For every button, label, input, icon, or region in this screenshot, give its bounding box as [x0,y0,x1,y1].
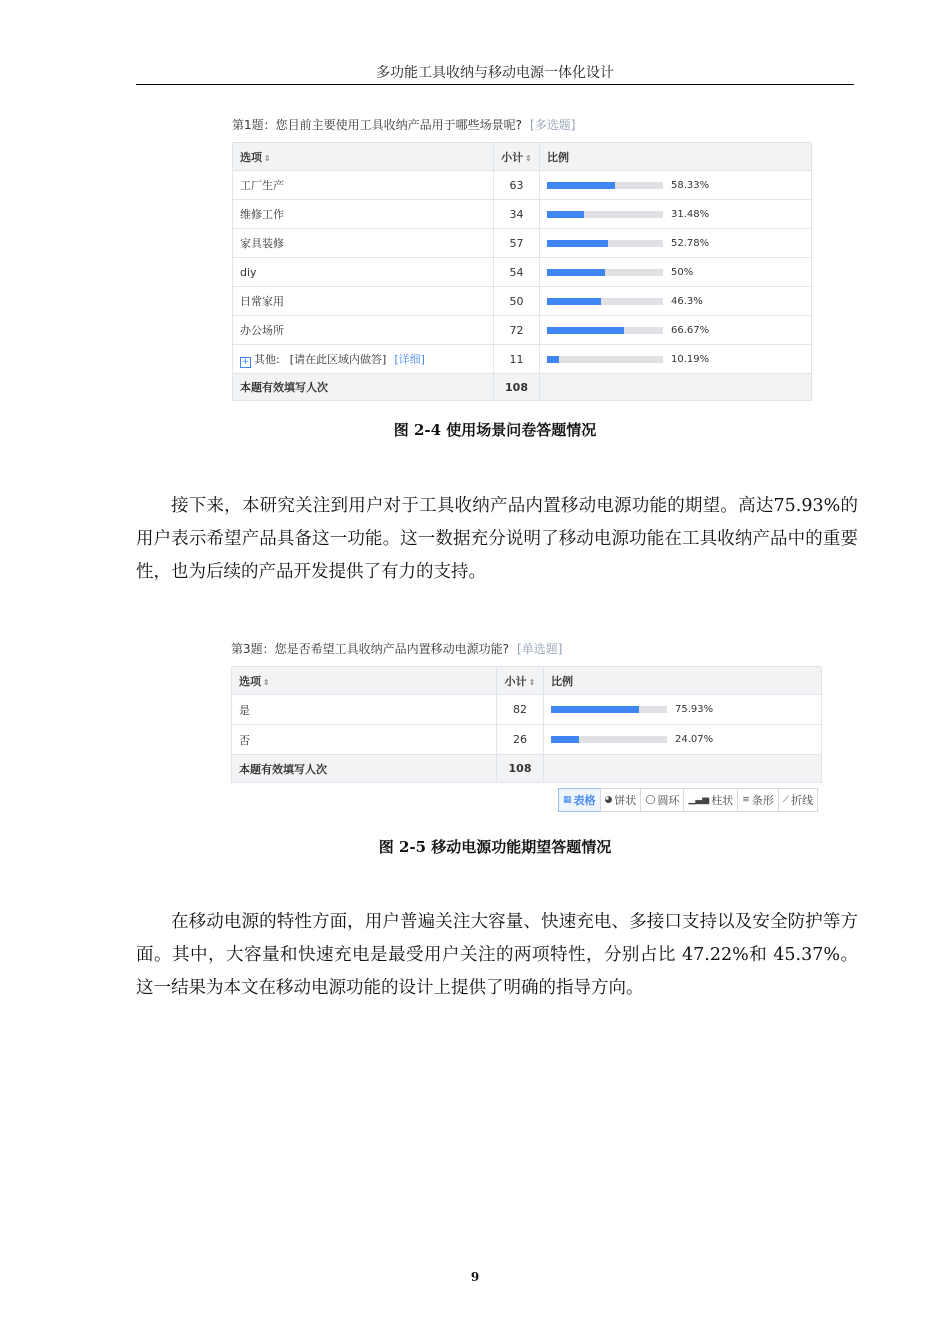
option-label: diy [233,258,494,287]
ratio-bar [551,704,821,715]
view-button-label: 折线 [791,794,814,807]
ratio-cell [544,725,822,755]
ratio-cell [544,695,822,725]
column-header-ratio: 比例 [540,143,812,171]
table-row [233,287,812,316]
option-count: 72 [494,316,540,345]
bar-track [547,211,663,218]
option-count: 34 [494,200,540,229]
bar-track [547,182,663,189]
question-text: 第1题：您目前主要使用工具收纳产品用于哪些场景呢? [232,118,523,132]
total-label: 本题有效填写人次 [232,755,497,783]
ratio-cell [540,345,812,374]
table-row [232,725,822,755]
plus-square-icon[interactable]: + [241,356,250,367]
ratio-bar [547,354,811,365]
other-hint: [请在此区域内做答] [289,352,387,366]
bar-track [547,327,663,334]
view-button-label: 圆环 [657,794,680,807]
detail-link[interactable]: [详细] [394,352,425,366]
bar-track [547,356,663,363]
bar-fill [547,182,615,189]
option-label: 维修工作 [233,200,494,229]
ratio-cell [540,258,812,287]
sort-arrows-icon[interactable]: ⇕ [525,153,532,163]
view-button-label: 表格 [573,794,596,807]
running-header: 多功能工具收纳与移动电源一体化设计 [376,65,614,81]
question-title [231,640,822,657]
table-icon: ▦ [563,795,572,805]
question-title [232,116,812,133]
option-count: 26 [497,725,544,755]
ratio-percent: 66.67% [671,324,710,336]
option-label: 家具装修 [233,229,494,258]
question-text: 第3题：您是否希望工具收纳产品内置移动电源功能? [231,642,510,656]
option-label: 工厂生产 [233,171,494,200]
total-empty-cell [540,374,812,401]
results-table [231,666,822,783]
option-count: 54 [494,258,540,287]
ratio-bar [551,734,821,745]
ratio-cell [540,171,812,200]
option-count: 57 [494,229,540,258]
ratio-percent: 10.19% [671,353,710,365]
ring-icon: ◯ [645,795,656,805]
ratio-cell [540,287,812,316]
ratio-cell [540,316,812,345]
ratio-percent: 75.93% [675,704,714,715]
table-total-row [232,755,822,783]
page-number: 9 [470,1270,480,1284]
ratio-bar [547,209,811,220]
bar-fill [547,327,624,334]
table-row [233,258,812,287]
view-button-column-chart[interactable] [683,788,738,812]
bar-fill [547,356,559,363]
table-row-other [233,345,812,374]
bar-track [547,298,663,305]
ratio-bar [547,238,811,249]
bar-fill [547,211,584,218]
table-header-row [232,667,822,695]
view-button-pie[interactable] [600,788,642,812]
survey-question-1 [232,116,812,401]
bar-fill [551,706,639,713]
ratio-cell [540,229,812,258]
total-label: 本题有效填写人次 [233,374,494,401]
table-row [233,316,812,345]
column-header-option[interactable]: 选项 ⇕ [232,667,497,695]
ratio-percent: 46.3% [671,295,703,307]
table-total-row [233,374,812,401]
sort-arrows-icon[interactable]: ⇕ [263,677,270,687]
ratio-bar [547,180,811,191]
view-button-table[interactable] [558,788,601,812]
column-header-ratio: 比例 [544,667,822,695]
total-count: 108 [494,374,540,401]
ratio-percent: 50% [671,266,694,278]
bar-fill [551,736,579,743]
option-count: 82 [497,695,544,725]
question-type-tag: [单选题] [517,642,563,656]
total-empty-cell [544,755,822,783]
option-count: 63 [494,171,540,200]
column-header-count[interactable]: 小计 ⇕ [497,667,544,695]
total-count: 108 [497,755,544,783]
option-count: 11 [494,345,540,374]
table-row [233,200,812,229]
ratio-percent: 58.33% [671,179,710,191]
option-count: 50 [494,287,540,316]
ratio-cell [540,200,812,229]
ratio-percent: 24.07% [675,734,714,745]
pie-icon: ◕ [604,795,613,805]
ratio-percent: 52.78% [671,237,710,249]
ratio-bar [547,267,811,278]
body-paragraph: 在移动电源的特性方面，用户普遍关注大容量、快速充电、多接口支持以及安全防护等方面。其中，大容量和快速充电是最受用户关注的两项特性，分别占比 47.22%和 45.37%。这一结果为本文在移动电源功能的设计上提供了明确的指导方向。 [136,912,858,998]
question-type-tag: [多选题] [530,118,576,132]
ratio-bar [547,325,811,336]
view-button-line-chart[interactable] [778,788,818,812]
bar-track [551,736,667,743]
sort-arrows-icon[interactable]: ⇕ [528,677,536,687]
view-toggle-toolbar [559,788,818,812]
view-button-label: 柱状 [711,794,734,807]
option-label: 日常家用 [233,287,494,316]
bar-fill [547,269,605,276]
column-header-count[interactable]: 小计 ⇕ [494,143,540,171]
option-label: 是 [232,695,497,725]
view-button-bar-chart[interactable] [737,788,779,812]
sort-arrows-icon[interactable]: ⇕ [264,153,271,163]
table-row [232,695,822,725]
bar-chart-icon: ≡ [742,795,750,805]
body-paragraph: 接下来，本研究关注到用户对于工具收纳产品内置移动电源功能的期望。高达75.93%的用户表示希望产品具备这一功能。这一数据充分说明了移动电源功能在工具收纳产品中的重要性，也为后续的产品开发提供了有力的支持。 [136,496,858,582]
table-row [233,229,812,258]
line-chart-icon: ⟋ [782,795,790,805]
option-label: 否 [232,725,497,755]
column-header-option[interactable]: 选项 ⇕ [233,143,494,171]
survey-question-3 [231,640,822,783]
bar-fill [547,298,601,305]
table-row [233,171,812,200]
view-button-ring[interactable] [640,788,684,812]
bar-track [551,706,667,713]
bar-track [547,269,663,276]
figure-caption: 图 2-4 使用场景问卷答题情况 [393,421,597,439]
ratio-bar [547,296,811,307]
ratio-percent: 31.48% [671,208,710,220]
table-header-row [233,143,812,171]
bar-track [547,240,663,247]
view-button-label: 条形 [751,794,774,807]
header-rule [136,84,854,85]
bar-fill [547,240,608,247]
other-label: 其他: [254,352,280,366]
view-button-label: 饼状 [614,794,637,807]
option-label: 办公场所 [233,316,494,345]
option-label [233,345,494,374]
figure-caption: 图 2-5 移动电源功能期望答题情况 [378,838,612,856]
column-chart-icon: ▁▃▅ [688,795,710,805]
results-table [232,142,812,401]
